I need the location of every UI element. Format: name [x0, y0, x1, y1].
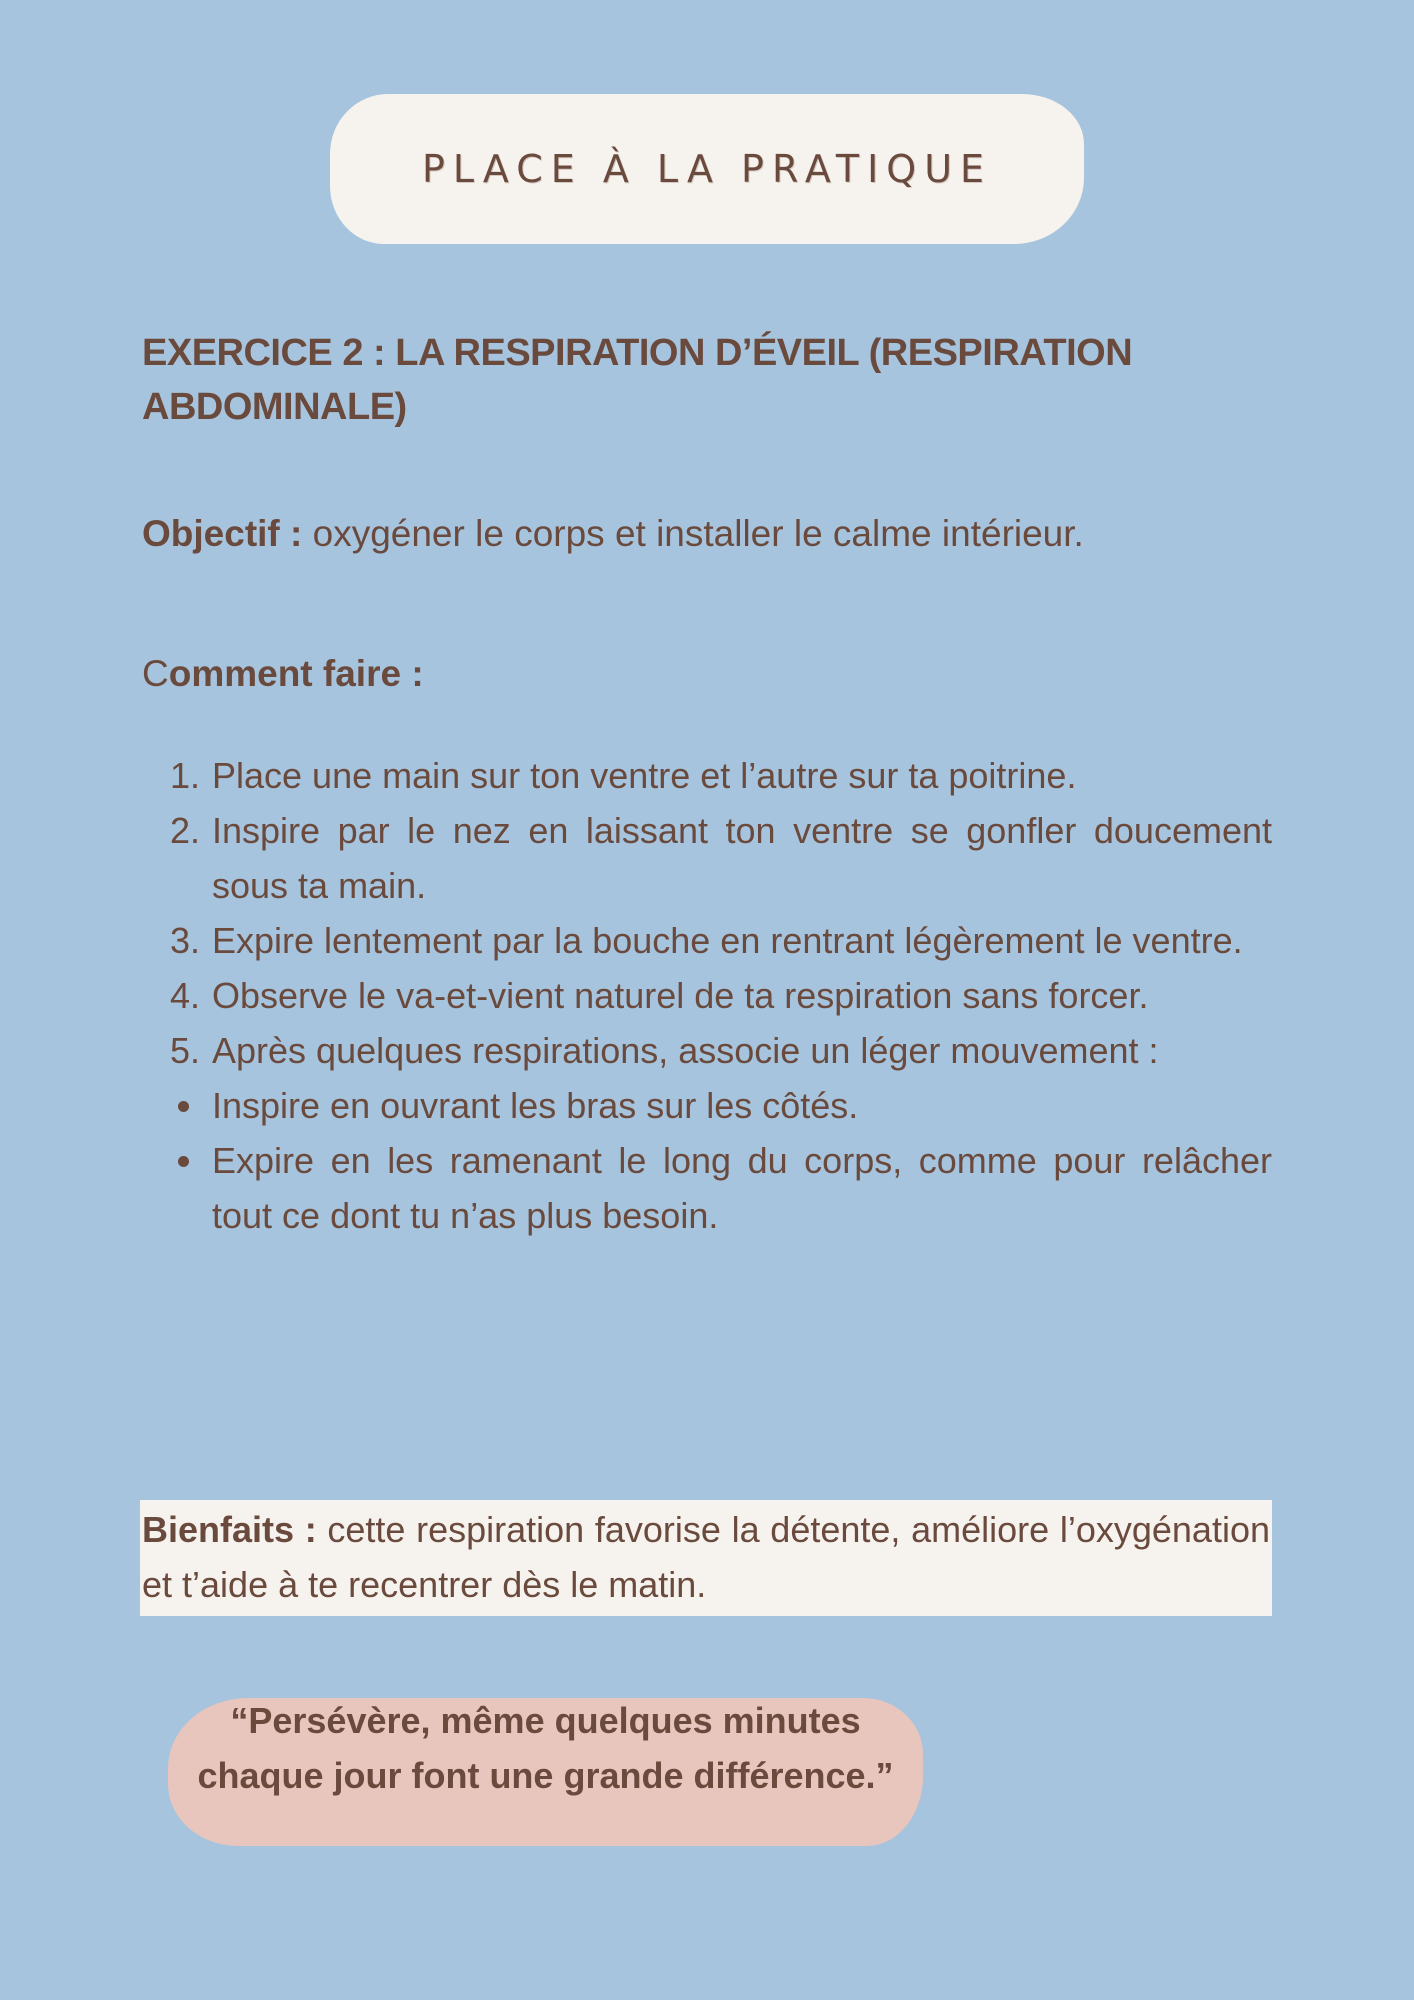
step-number: 4.: [170, 975, 201, 1016]
bullet-dot-icon: [178, 1156, 189, 1167]
bullet-dot-icon: [178, 1101, 189, 1112]
step-number: 5.: [170, 1030, 201, 1071]
how-to-title-rest: omment faire :: [168, 653, 424, 694]
step-text: Expire lentement par la bouche en rentrant légèrement le ventre.: [212, 920, 1243, 961]
steps-list: [142, 748, 1272, 1243]
step-item: [142, 803, 1272, 913]
benefits-box: [140, 1500, 1272, 1616]
step-number: 3.: [170, 920, 201, 961]
step-item: [142, 1023, 1272, 1078]
step-text: Observe le va-et-vient naturel de ta respiration sans forcer.: [212, 975, 1149, 1016]
step-text: Inspire par le nez en laissant ton ventre se gonfler doucement sous ta main.: [212, 810, 1272, 906]
bullet-text: Inspire en ouvrant les bras sur les côtés.: [212, 1085, 859, 1126]
header-banner: [330, 94, 1084, 244]
step-text: Après quelques respirations, associe un léger mouvement :: [212, 1030, 1159, 1071]
benefits-label: Bienfaits :: [142, 1509, 317, 1550]
benefits-text: cette respiration favorise la détente, améliore l’oxygénation et t’aide à te recentrer dès le matin.: [142, 1509, 1270, 1605]
objective-paragraph: [142, 506, 1292, 562]
step-text: Place une main sur ton ventre et l’autre sur ta poitrine.: [212, 755, 1077, 796]
how-to-title-initial: C: [142, 653, 169, 694]
step-number: 1.: [170, 755, 201, 796]
step-item: [142, 748, 1272, 803]
how-to-title: [142, 646, 424, 702]
objective-label: Objectif :: [142, 513, 303, 554]
exercise-title: EXERCICE 2 : LA RESPIRATION D’ÉVEIL (RESPIRATION ABDOMINALE): [142, 332, 1133, 428]
step-item: [142, 913, 1272, 968]
bullet-item: [142, 1133, 1272, 1243]
bullet-item: [142, 1078, 1272, 1133]
step-number: 2.: [170, 810, 201, 851]
step-item: [142, 968, 1272, 1023]
objective-text: oxygéner le corps et installer le calme intérieur.: [302, 513, 1084, 554]
bullet-text: Expire en les ramenant le long du corps, comme pour relâcher tout ce dont tu n’as plus besoin.: [212, 1140, 1272, 1236]
quote-text: “Persévère, même quelques minutes chaque jour font une grande différence.”: [197, 1700, 894, 1796]
page-title: PLACE À LA PRATIQUE: [421, 147, 993, 191]
